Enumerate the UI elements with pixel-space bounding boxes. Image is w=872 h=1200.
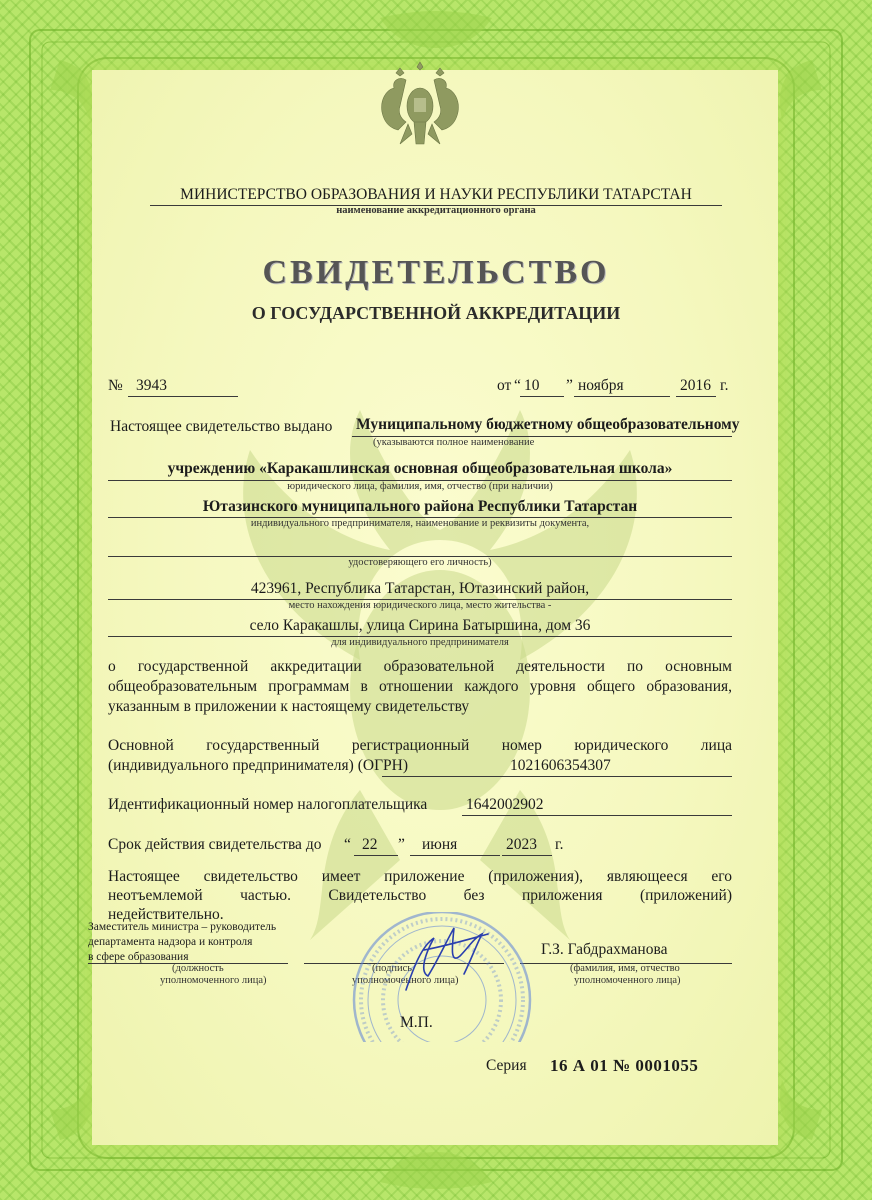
issue-day: 10 (524, 377, 540, 394)
position-caption-1: (должность (172, 963, 224, 974)
inn-underline (462, 815, 732, 816)
validity-year-suffix: г. (555, 836, 564, 853)
validity-day: 22 (362, 836, 378, 853)
authority-caption: наименование аккредитационного органа (336, 205, 536, 216)
series-label: Серия (486, 1057, 527, 1074)
accreditation-text-line1: о государственной аккредитации образовательной деятельности по основным (108, 658, 732, 675)
signer-position-line1: Заместитель министра – руководитель (88, 921, 277, 933)
issue-month: ноября (578, 377, 624, 394)
accreditation-text-line3: указанным в приложении к настоящему свидетельству (108, 698, 470, 715)
name-caption-2: уполномоченного лица) (574, 975, 681, 986)
stamp-place-label: М.П. (400, 1014, 433, 1031)
appendix-text-line1: Настоящее свидетельство имеет приложение (приложения), являющееся его (108, 868, 732, 885)
address-caption-1: место нахождения юридического лица, место жительства - (288, 600, 552, 611)
series-number: 16 А 01 № 0001055 (550, 1056, 699, 1075)
validity-day-underline (354, 855, 398, 856)
validity-year-underline (502, 855, 552, 856)
date-quote-close: ” (566, 377, 573, 394)
issued-to-line3: Ютазинского муниципального района Республики Татарстан (202, 498, 638, 515)
signature-caption-2: уполномоченного лица) (352, 975, 459, 986)
certificate-subtitle: О ГОСУДАРСТВЕННОЙ АККРЕДИТАЦИИ (251, 303, 621, 323)
issue-year-suffix: г. (720, 377, 729, 394)
year-underline (676, 396, 716, 397)
appendix-text-line3: недействительно. (108, 906, 224, 923)
ogrn-label-line1: Основной государственный регистрационный номер юридического лица (108, 737, 732, 754)
signature-caption-1: (подпись (372, 963, 413, 974)
issued-caption-2: юридического лица, фамилия, имя, отчество (при наличии) (287, 481, 553, 492)
date-quote-open: “ (514, 377, 521, 394)
address-caption-2: для индивидуального предпринимателя (331, 637, 509, 648)
validity-label: Срок действия свидетельства до (108, 836, 322, 853)
inn-value: 1642002902 (466, 796, 544, 813)
issued-to-line2: учреждению «Каракашлинская основная общеобразовательная школа» (167, 460, 673, 477)
issue-year: 2016 (680, 377, 711, 394)
number-underline (128, 396, 238, 397)
validity-quote-open: “ (344, 836, 351, 853)
number-sign: № (108, 377, 123, 394)
issued-caption-3: индивидуального предпринимателя, наименование и реквизиты документа, (250, 518, 590, 529)
handwritten-signature (394, 916, 494, 1000)
month-underline (574, 396, 670, 397)
appendix-text-line2: неотъемлемой частью. Свидетельство без приложения (приложений) (108, 887, 732, 904)
issued-caption-4: удостоверяющего его личность) (348, 557, 492, 568)
issued-to-line1: Муниципальному бюджетному общеобразовательному (356, 416, 740, 433)
double-headed-eagle-emblem (378, 58, 462, 150)
ogrn-underline (382, 776, 732, 777)
certificate-title: СВИДЕТЕЛЬСТВО (262, 254, 610, 291)
validity-quote-close: ” (398, 836, 405, 853)
accreditation-text-line2: общеобразовательным программам в отношении каждого уровня общего образования, (108, 678, 732, 695)
day-underline (520, 396, 564, 397)
validity-year: 2023 (506, 836, 537, 853)
signer-name: Г.З. Габдрахманова (541, 941, 668, 958)
name-caption-1: (фамилия, имя, отчество (570, 963, 680, 974)
issued-caption-1: (указываются полное наименование (373, 437, 535, 448)
ogrn-label-line2: (индивидуального предпринимателя) (ОГРН) (108, 757, 409, 774)
position-caption-2: уполномоченного лица) (160, 975, 267, 986)
validity-month-underline (410, 855, 500, 856)
certificate-number: 3943 (136, 377, 167, 394)
address-line2: село Каракашлы, улица Сирина Батыршина, дом 36 (249, 617, 591, 634)
accreditation-authority-name: МИНИСТЕРСТВО ОБРАЗОВАНИЯ И НАУКИ РЕСПУБЛИКИ ТАТАРСТАН (180, 186, 692, 203)
issued-to-label: Настоящее свидетельство выдано (110, 418, 333, 435)
ogrn-value: 1021606354307 (510, 757, 611, 774)
validity-month: июня (422, 836, 458, 853)
date-from-label: от (497, 377, 512, 394)
signer-position-line2: департамента надзора и контроля (88, 936, 253, 948)
address-line1: 423961, Республика Татарстан, Ютазинский район, (250, 580, 590, 597)
inn-label: Идентификационный номер налогоплательщика (108, 796, 428, 813)
signer-position-line3: в сфере образования (88, 951, 189, 963)
